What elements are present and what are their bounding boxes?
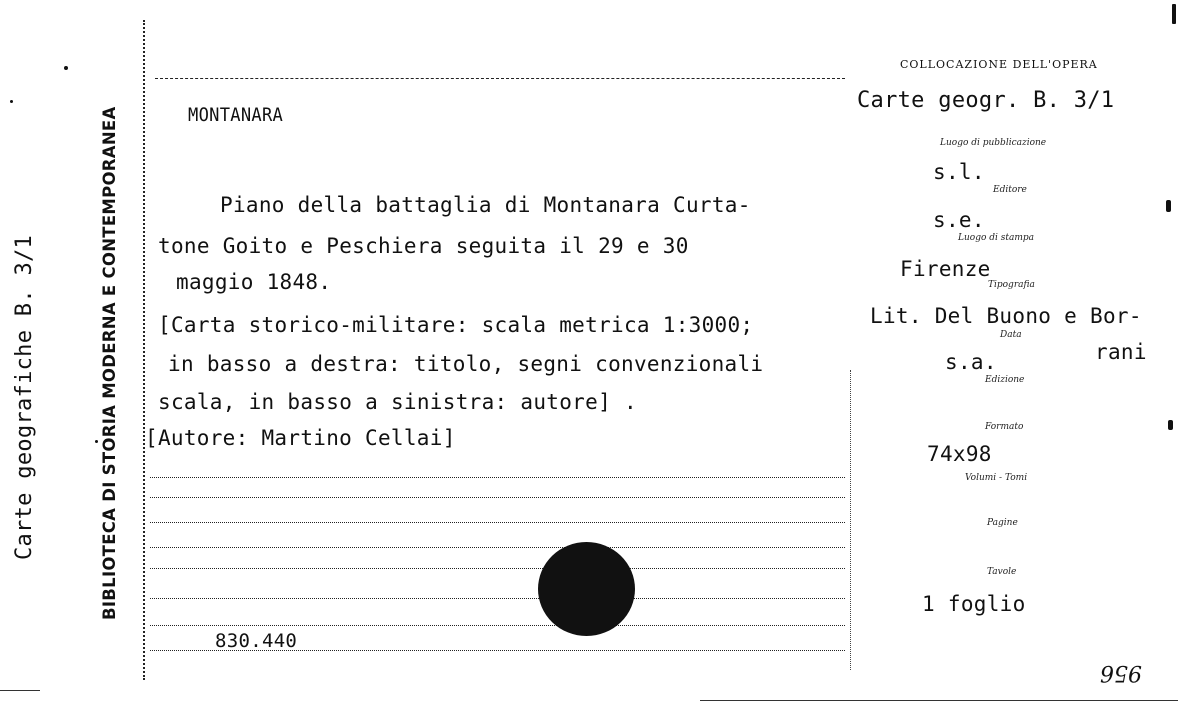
field-label-print-place: Luogo di stampa <box>958 233 1034 243</box>
description-line-3: maggio 1848. <box>176 270 332 294</box>
field-label-plates: Tavole <box>987 567 1017 577</box>
scan-speck <box>1168 420 1173 430</box>
ruled-line <box>150 568 845 569</box>
ruled-line <box>150 497 845 498</box>
field-value-plates: 1 foglio <box>922 592 1026 616</box>
collocation-value: Carte geogr. B. 3/1 <box>857 88 1115 113</box>
field-label-volumes: Volumi - Tomi <box>965 473 1028 483</box>
field-value-format: 74x98 <box>927 442 992 466</box>
description-line-1: Piano della battaglia di Montanara Curta- <box>220 193 751 217</box>
left-margin-rule <box>143 20 145 680</box>
ruled-line <box>150 522 845 523</box>
ruled-line <box>150 477 845 478</box>
scan-speck <box>1172 4 1176 24</box>
description-line-4: [Carta storico-militare: scala metrica 1:3000; <box>158 313 754 337</box>
author-line: [Autore: Martino Cellai] <box>145 426 456 450</box>
ruled-line <box>150 547 845 548</box>
handwritten-number: 956 <box>1100 660 1142 685</box>
spine-collocation: Carte geografiche B. 3/1 <box>12 234 37 560</box>
field-value-print-place: Firenze <box>900 257 991 281</box>
ruled-line <box>150 625 845 626</box>
field-value-printer-cont: rani <box>1095 340 1147 364</box>
description-line-6: scala, in basso a sinistra: autore] . <box>158 390 637 414</box>
ruled-line <box>150 598 845 599</box>
description-line-5: in basso a destra: titolo, segni convenzionali <box>168 352 764 376</box>
field-value-place: s.l. <box>933 160 985 184</box>
description-line-2: tone Goito e Peschiera seguita il 29 e 30 <box>158 234 689 258</box>
field-value-date: s.a. <box>945 350 997 374</box>
edge-line <box>0 690 40 691</box>
scan-speck <box>64 66 68 70</box>
field-label-format: Formato <box>985 422 1024 432</box>
field-label-publisher: Editore <box>993 185 1027 195</box>
punch-hole <box>538 542 635 636</box>
field-value-printer: Lit. Del Buono e Bor- <box>870 304 1142 328</box>
collocation-header: COLLOCAZIONE DELL'OPERA <box>900 58 1098 71</box>
field-value-publisher: s.e. <box>933 208 985 232</box>
inventory-number: 830.440 <box>215 630 298 652</box>
edge-line <box>700 700 1178 701</box>
ruled-line <box>155 78 845 79</box>
library-name: BIBLIOTECA DI STORIA MODERNA E CONTEMPORANEA <box>100 106 120 620</box>
card-heading: MONTANARA <box>188 104 284 126</box>
scan-speck <box>1166 200 1171 212</box>
scan-speck <box>95 440 98 443</box>
field-label-place: Luogo di pubblicazione <box>940 138 1047 148</box>
field-label-pages: Pagine <box>987 518 1018 528</box>
field-label-printer: Tipografia <box>988 280 1035 290</box>
right-column-rule <box>850 370 851 670</box>
field-label-date: Data <box>1000 330 1022 340</box>
scan-speck <box>10 100 13 103</box>
field-label-edition: Edizione <box>985 375 1025 385</box>
